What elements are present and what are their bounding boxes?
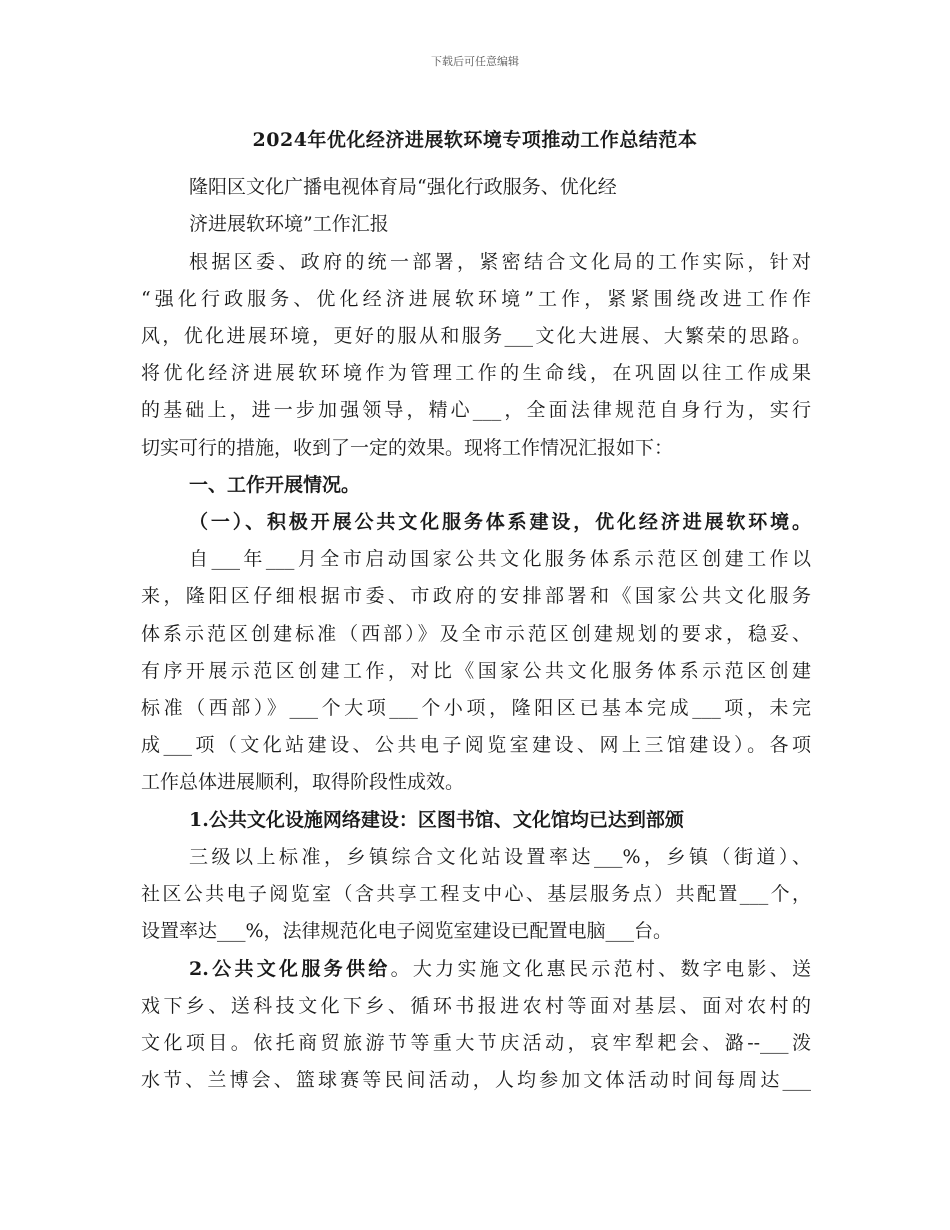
line-text: 。大力实施文化惠民示范村、数字电影、送 — [390, 958, 811, 980]
section-heading: 1.公共文化设施网络建设：区图书馆、文化馆均已达到部颁 — [189, 809, 684, 831]
paragraph-line: 的基础上，进一步加强领导，精心___，全面法律规范自身行为，实行 — [141, 399, 811, 421]
paragraph-line — [189, 957, 811, 981]
section-heading: 一、工作开展情况。 — [189, 474, 361, 496]
paragraph-line: 水节、兰博会、篮球赛等民间活动，人均参加文体活动时间每周达___ — [141, 1069, 811, 1091]
section-heading-inline: 2.公共文化服务供给 — [189, 958, 391, 980]
paragraph-line: 隆阳区文化广播电视体育局“强化行政服务、优化经 — [189, 176, 617, 198]
paragraph-line: “强化行政服务、优化经济进展软环境”工作，紧紧围绕改进工作作 — [141, 288, 811, 310]
paragraph-line: 自___年___月全市启动国家公共文化服务体系示范区创建工作以 — [189, 548, 811, 570]
paragraph-line: 风，优化进展环境，更好的服从和服务___文化大进展、大繁荣的思路。 — [141, 325, 811, 347]
document-title: 2024年优化经济进展软环境专项推动工作总结范本 — [252, 129, 698, 151]
paragraph-line: 来，隆阳区仔细根据市委、市政府的安排部署和《国家公共文化服务 — [141, 585, 811, 607]
paragraph-line: 戏下乡、送科技文化下乡、循环书报进农村等面对基层、面对农村的 — [141, 995, 811, 1017]
paragraph-line: 切实可行的措施，收到了一定的效果。现将工作情况汇报如下： — [141, 437, 674, 459]
paragraph-line: 社区公共电子阅览室（含共享工程支中心、基层服务点）共配置___个， — [141, 883, 811, 905]
paragraph-line: 成___项（文化站建设、公共电子阅览室建设、网上三馆建设）。各项 — [141, 734, 811, 756]
section-heading: （一）、积极开展公共文化服务体系建设，优化经济进展软环境。 — [189, 511, 811, 533]
paragraph-line: 将优化经济进展软环境作为管理工作的生命线，在巩固以往工作成果 — [141, 362, 811, 384]
paragraph-line: 济进展软环境”工作汇报 — [189, 213, 389, 235]
paragraph-line: 三级以上标准，乡镇综合文化站设置率达___%，乡镇（街道）、 — [189, 846, 811, 868]
paragraph-line: 文化项目。依托商贸旅游节等重大节庆活动，哀牢犁耙会、潞--___泼 — [141, 1032, 811, 1054]
paragraph-line: 工作总体进展顺利，取得阶段性成效。 — [141, 771, 465, 793]
paragraph-line: 体系示范区创建标准（西部）》及全市示范区创建规划的要求，稳妥、 — [141, 623, 811, 645]
paragraph-line: 有序开展示范区创建工作，对比《国家公共文化服务体系示范区创建 — [141, 660, 811, 682]
page-header: 下载后可任意编辑 — [431, 55, 519, 68]
paragraph-line: 标准（西部）》___个大项___个小项，隆阳区已基本完成___项，未完 — [141, 697, 811, 719]
paragraph-line: 根据区委、政府的统一部署，紧密结合文化局的工作实际，针对 — [189, 251, 811, 273]
paragraph-line: 设置率达___%，法律规范化电子阅览室建设已配置电脑___台。 — [141, 920, 673, 942]
